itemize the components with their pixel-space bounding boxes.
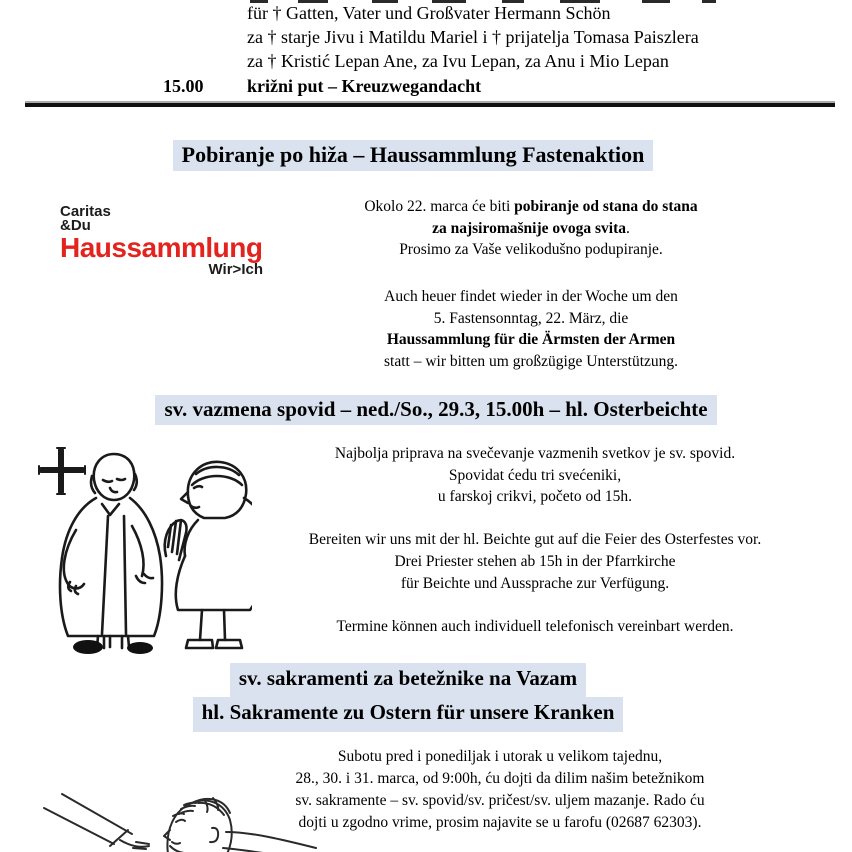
paragraph-line: 28., 30. i 31. marca, od 9:00h, ću dojti da dilim našim betežnikom	[295, 770, 705, 787]
paragraph-line: u farskoj crikvi, početo od 15h.	[437, 488, 633, 506]
intention-line: za † Kristić Lepan Ane, za Ivu Lepan, za Anu i Mio Lepan	[247, 51, 669, 71]
service-time: 15.00	[163, 76, 204, 96]
spovid-paragraphs	[235, 443, 835, 637]
section-heading-sakramenti	[0, 663, 816, 732]
paragraph-line: sv. sakramente – sv. spovid/sv. pričest/sv. uljem mazanje. Rado ću	[295, 792, 705, 809]
section-heading-haussammlung	[0, 140, 826, 171]
paragraph-line: dojti u zgodno vrime, prosim najavite se u farofu (02687 62303).	[298, 814, 702, 831]
confession-illustration	[36, 434, 252, 660]
anointing-illustration	[18, 788, 330, 852]
paragraph-line	[225, 218, 837, 240]
text-run-bold: pobiranje od stana do stana	[514, 198, 698, 215]
haussammlung-paragraph-de	[225, 286, 837, 372]
caritas-logo-word: &Du	[60, 217, 91, 234]
heading-text: Pobiranje po hiža – Haussammlung Fastenaktion	[181, 142, 645, 167]
text-run-bold: za najsiromašnije ovoga svita	[432, 219, 626, 237]
text-run: .	[626, 219, 630, 237]
service-title: križni put – Kreuzwegandacht	[247, 76, 482, 96]
heading-text: hl. Sakramente zu Ostern für unsere Kranken	[201, 700, 615, 724]
section-heading-spovid	[0, 395, 852, 425]
paragraph-line: Bereiten wir uns mit der hl. Beichte gut auf die Feier des Osterfestes vor.	[308, 531, 762, 549]
heading-text: sv. sakramenti za betežnike na Vazam	[238, 666, 578, 690]
anointing-drawing-icon	[18, 788, 330, 852]
paragraph-line: 5. Fastensonntag, 22. März, die	[433, 309, 629, 327]
intention-line: für † Gatten, Vater und Großvater Hermann Schön	[247, 3, 611, 23]
paragraph-line	[225, 196, 837, 218]
text-run: Okolo 22. marca će biti	[364, 198, 515, 215]
paragraph-line: Auch heuer findet wieder in der Woche um den	[384, 288, 678, 305]
paragraph-line-bold: Haussammlung für die Ärmsten der Armen	[386, 331, 676, 349]
paragraph-line: Najbolja priprava na svečevanje vazmenih svetkov je sv. spovid.	[334, 445, 736, 462]
haussammlung-paragraph-hr	[225, 196, 837, 261]
caritas-logo-word: Caritas	[60, 203, 111, 220]
intention-line: za † starje Jivu i Matildu Mariel i † prijatelja Tomasa Paiszlera	[247, 27, 699, 47]
caritas-logo-main: Haussammlung	[60, 232, 263, 263]
heading-text: sv. vazmena spovid – ned./So., 29.3, 15.00h – hl. Osterbeichte	[164, 397, 708, 421]
section-divider-rule	[25, 101, 835, 107]
paragraph-line: Prosimo za Vaše velikodušno podupiranje.	[399, 241, 663, 259]
paragraph-line: statt – wir bitten um großzügige Unterstützung.	[383, 352, 678, 370]
paragraph-line: für Beichte und Aussprache zur Verfügung.	[400, 574, 670, 592]
paragraph-line: Spovidat ćedu tri svećeniki,	[448, 466, 622, 484]
paragraph-line: Subotu pred i ponediljak i utorak u velikom tajednu,	[337, 748, 663, 765]
caritas-logo-tagline: Wir>Ich	[208, 261, 263, 278]
paragraph-line: Drei Priester stehen ab 15h in der Pfarrkirche	[394, 552, 676, 570]
confession-drawing-icon	[36, 434, 252, 660]
paragraph-line: Termine können auch individuell telefonisch vereinbart werden.	[336, 617, 734, 635]
